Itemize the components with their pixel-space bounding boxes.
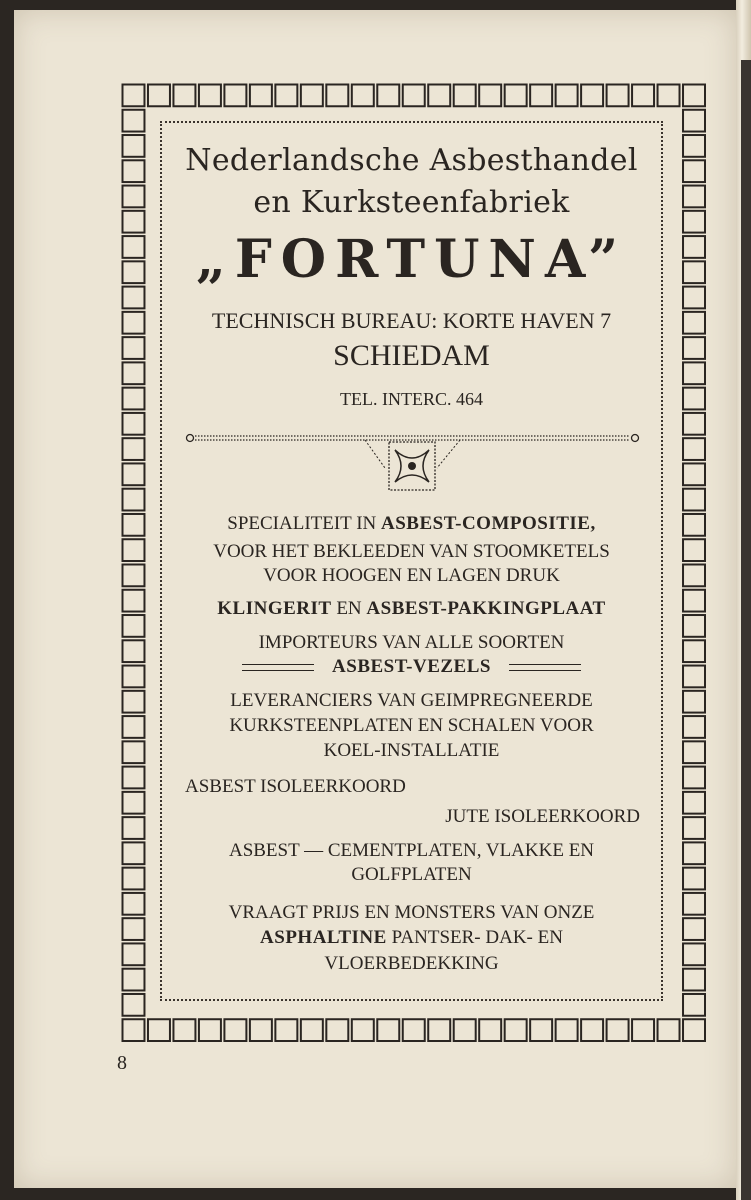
border-square	[683, 943, 705, 965]
city-name: SCHIEDAM	[333, 339, 490, 372]
text-line: VOOR HOOGEN EN LAGEN DRUK	[263, 565, 560, 586]
border-square	[250, 1019, 272, 1041]
border-square	[326, 1019, 348, 1041]
border-square	[123, 767, 145, 789]
pantser: PANTSER- DAK- EN	[391, 927, 563, 948]
border-square	[123, 893, 145, 915]
text-line: IMPORTEURS VAN ALLE SOORTEN	[258, 632, 565, 653]
border-square	[683, 994, 705, 1016]
border-square	[123, 337, 145, 359]
border-square	[123, 287, 145, 309]
border-square	[173, 1019, 195, 1041]
border-square	[683, 135, 705, 157]
border-square	[123, 261, 145, 283]
border-square	[123, 994, 145, 1016]
border-square	[683, 1019, 705, 1041]
border-square	[556, 1019, 578, 1041]
border-square	[683, 186, 705, 208]
border-square	[123, 716, 145, 738]
border-square	[123, 514, 145, 536]
border-square	[454, 1019, 476, 1041]
border-square	[428, 85, 450, 107]
border-square	[683, 388, 705, 410]
asphaltine: ASPHALTINE	[260, 927, 387, 948]
ornament-divider	[185, 428, 640, 498]
vezels-line	[160, 656, 663, 678]
border-square	[479, 1019, 501, 1041]
border-square	[683, 413, 705, 435]
phone-line: TEL. INTERC. 464	[340, 389, 483, 409]
text-line: JUTE ISOLEERKOORD	[445, 806, 640, 827]
text-line: VLOERBEDEKKING	[324, 953, 499, 974]
border-square	[123, 85, 145, 107]
border-square	[683, 539, 705, 561]
border-square	[683, 236, 705, 258]
border-square	[148, 85, 170, 107]
brand-name: „FORTUNA”	[195, 229, 628, 290]
border-square	[123, 135, 145, 157]
border-square	[530, 85, 552, 107]
border-square	[123, 792, 145, 814]
text-line: LEVERANCIERS VAN GEIMPREGNEERDE	[230, 690, 593, 711]
border-square	[683, 312, 705, 334]
border-square	[123, 362, 145, 384]
border-square	[683, 85, 705, 107]
specialty-line	[160, 513, 663, 535]
border-square	[123, 842, 145, 864]
border-square	[123, 969, 145, 991]
border-square	[683, 842, 705, 864]
book-edge	[741, 60, 751, 1200]
border-square	[123, 388, 145, 410]
border-square	[683, 615, 705, 637]
border-square	[123, 438, 145, 460]
border-square	[123, 817, 145, 839]
conjunction: EN	[336, 598, 362, 619]
border-square	[250, 85, 272, 107]
page-number: 8	[117, 1052, 127, 1074]
border-square	[556, 85, 578, 107]
border-square	[173, 85, 195, 107]
border-square	[123, 489, 145, 511]
klingerit-line	[160, 598, 663, 620]
border-square	[581, 85, 603, 107]
border-square	[683, 489, 705, 511]
pakking: ASBEST-PAKKINGPLAAT	[366, 598, 606, 619]
border-square	[123, 691, 145, 713]
border-square	[123, 539, 145, 561]
border-square	[683, 211, 705, 233]
border-square	[683, 918, 705, 940]
border-square	[148, 1019, 170, 1041]
border-square	[123, 590, 145, 612]
border-square	[352, 1019, 374, 1041]
border-square	[683, 792, 705, 814]
border-square	[683, 438, 705, 460]
border-square	[505, 1019, 527, 1041]
address-prefix: TECHNISCH BUREAU:	[211, 308, 438, 333]
border-square	[275, 1019, 297, 1041]
border-square	[123, 868, 145, 890]
border-square	[123, 312, 145, 334]
border-square	[683, 160, 705, 182]
border-square	[683, 287, 705, 309]
border-square	[301, 1019, 323, 1041]
border-square	[123, 160, 145, 182]
border-square	[683, 110, 705, 132]
border-square	[658, 1019, 680, 1041]
text-line: VOOR HET BEKLEEDEN VAN STOOMKETELS	[213, 541, 610, 562]
border-square	[683, 969, 705, 991]
border-square	[403, 85, 425, 107]
border-square	[505, 85, 527, 107]
border-square	[123, 615, 145, 637]
border-square	[123, 413, 145, 435]
border-square	[683, 741, 705, 763]
border-square	[683, 767, 705, 789]
border-square	[683, 590, 705, 612]
double-rule-left	[242, 664, 314, 671]
double-rule-right	[509, 664, 581, 671]
border-square	[123, 1019, 145, 1041]
asphaltine-line	[160, 927, 663, 949]
specialty-bold: ASBEST-COMPOSITIE,	[381, 513, 596, 534]
border-square	[123, 640, 145, 662]
border-square	[224, 1019, 246, 1041]
border-square	[352, 85, 374, 107]
border-square	[123, 741, 145, 763]
text-line: GOLFPLATEN	[351, 864, 472, 885]
border-square	[530, 1019, 552, 1041]
border-square	[377, 1019, 399, 1041]
border-square	[199, 85, 221, 107]
specialty-prefix: SPECIALITEIT IN	[227, 513, 377, 534]
border-square	[632, 85, 654, 107]
company-name-line1: Nederlandsche Asbesthandel	[185, 143, 638, 178]
border-square	[683, 893, 705, 915]
border-square	[275, 85, 297, 107]
text-line: VRAAGT PRIJS EN MONSTERS VAN ONZE	[228, 902, 595, 923]
border-square	[683, 868, 705, 890]
company-name-line2: en Kurksteenfabriek	[253, 185, 570, 220]
border-square	[658, 85, 680, 107]
border-square	[123, 666, 145, 688]
text-line: KOEL-INSTALLATIE	[323, 740, 500, 761]
border-square	[683, 565, 705, 587]
border-square	[428, 1019, 450, 1041]
border-square	[683, 261, 705, 283]
border-square	[326, 85, 348, 107]
border-square	[123, 110, 145, 132]
border-square	[377, 85, 399, 107]
border-square	[199, 1019, 221, 1041]
border-square	[683, 463, 705, 485]
text-line: ASBEST — CEMENTPLATEN, VLAKKE EN	[228, 840, 595, 861]
border-square	[403, 1019, 425, 1041]
border-square	[607, 85, 629, 107]
address-line	[160, 308, 663, 334]
border-square	[607, 1019, 629, 1041]
border-square	[683, 337, 705, 359]
border-square	[123, 211, 145, 233]
klingerit: KLINGERIT	[217, 598, 332, 619]
border-square	[683, 666, 705, 688]
text-line: KURKSTEENPLATEN EN SCHALEN VOOR	[229, 715, 594, 736]
border-square	[224, 85, 246, 107]
border-square	[632, 1019, 654, 1041]
border-square	[479, 85, 501, 107]
border-square	[123, 943, 145, 965]
vezels: ASBEST-VEZELS	[332, 656, 491, 677]
border-square	[123, 918, 145, 940]
address-street: KORTE HAVEN 7	[442, 308, 612, 333]
border-square	[683, 817, 705, 839]
border-square	[123, 463, 145, 485]
border-square	[123, 565, 145, 587]
border-square	[683, 362, 705, 384]
border-square	[123, 236, 145, 258]
border-square	[454, 85, 476, 107]
border-square	[123, 186, 145, 208]
border-square	[683, 514, 705, 536]
border-square	[301, 85, 323, 107]
border-square	[683, 716, 705, 738]
border-square	[683, 640, 705, 662]
border-square	[581, 1019, 603, 1041]
text-line: ASBEST ISOLEERKOORD	[185, 776, 406, 797]
border-square	[683, 691, 705, 713]
